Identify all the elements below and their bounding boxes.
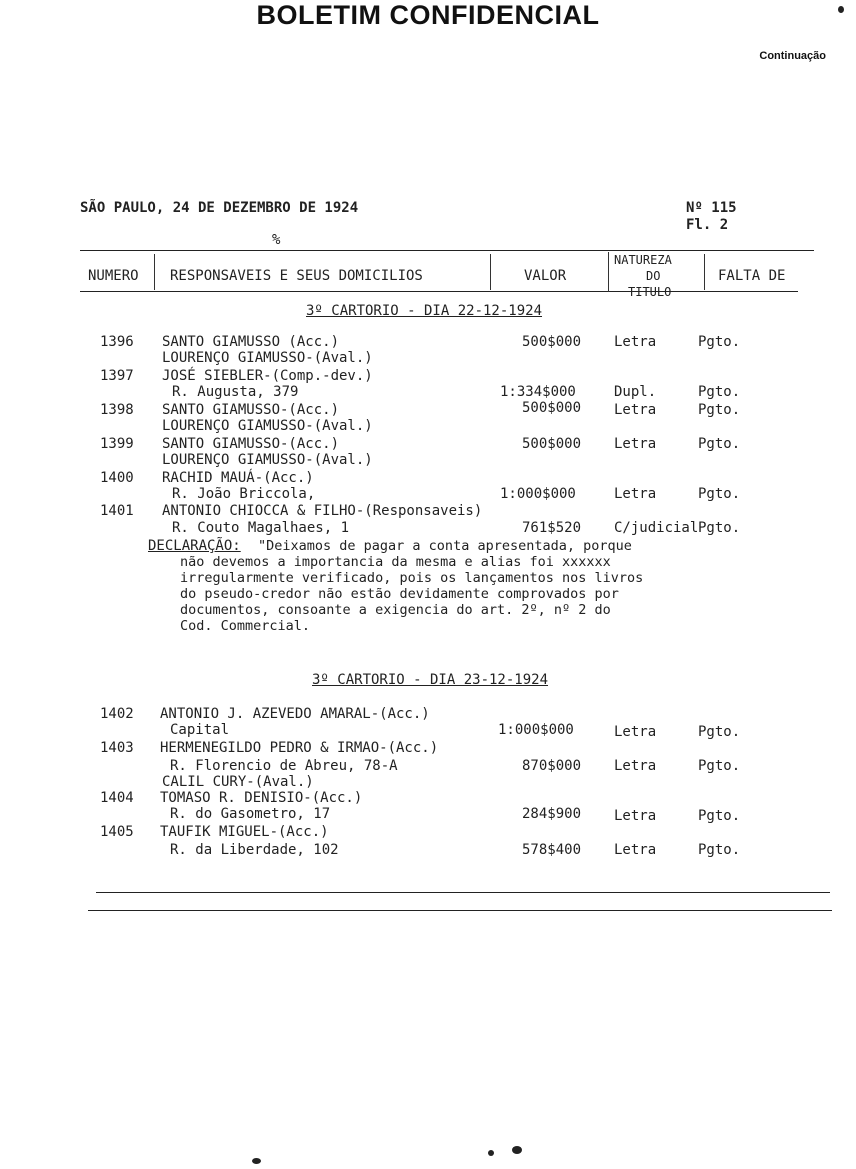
entry-name: RACHID MAUÁ-(Acc.) <box>162 470 314 486</box>
declaration-line: do pseudo-credor não estão devidamente comprovados por <box>180 586 619 602</box>
entry-number: 1396 <box>100 334 134 350</box>
entry-number: 1403 <box>100 740 134 756</box>
entry-nature: Letra <box>614 758 657 774</box>
entry-nature: Letra <box>614 402 657 418</box>
col-header-responsaveis: RESPONSAVEIS E SEUS DOMICILIOS <box>170 268 423 284</box>
entry-lack: Pgto. <box>698 842 741 858</box>
entry-number: 1402 <box>100 706 134 722</box>
col-header-falta: FALTA DE <box>718 268 786 284</box>
percent-mark: % <box>272 232 281 248</box>
declaration-line: "Deixamos de pagar a conta apresentada, porque <box>258 538 632 554</box>
scan-speck <box>488 1150 494 1156</box>
col-divider-3 <box>608 252 609 292</box>
entry-lack: Pgto. <box>698 808 741 824</box>
header-top-rule <box>80 250 814 251</box>
entry-nature: Letra <box>614 486 657 502</box>
entry-number: 1399 <box>100 436 134 452</box>
entry-value: 1:000$000 <box>500 486 576 502</box>
entry-lack: Pgto. <box>698 436 741 452</box>
closing-rule-1 <box>96 892 830 893</box>
entry-address: R. da Liberdade, 102 <box>170 842 339 858</box>
continuation-label: Continuação <box>759 50 826 62</box>
section-heading: 3º CARTORIO - DIA 22-12-1924 <box>306 303 543 319</box>
scan-speck <box>838 6 844 13</box>
col-header-numero: NUMERO <box>88 268 139 284</box>
col-divider-4 <box>704 254 705 290</box>
entry-guarantor: CALIL CURY-(Aval.) <box>162 774 314 790</box>
entry-number: 1405 <box>100 824 134 840</box>
entry-lack: Pgto. <box>698 758 741 774</box>
entry-address: R. Couto Magalhaes, 1 <box>172 520 350 536</box>
entry-address: R. do Gasometro, 17 <box>170 806 331 822</box>
entry-name: JOSÉ SIEBLER-(Comp.-dev.) <box>162 368 373 384</box>
document-title: BOLETIM CONFIDENCIAL <box>256 0 600 30</box>
scan-speck <box>252 1158 261 1164</box>
entry-value: 1:334$000 <box>500 384 576 400</box>
entry-lack: Pgto. <box>698 724 741 740</box>
entry-nature: Letra <box>614 334 657 350</box>
entry-guarantor: LOURENÇO GIAMUSSO-(Aval.) <box>162 452 373 468</box>
scan-speck <box>512 1146 522 1154</box>
entry-nature: Letra <box>614 724 657 740</box>
entry-number: 1398 <box>100 402 134 418</box>
entry-name: SANTO GIAMUSSO-(Acc.) <box>162 402 340 418</box>
entry-name: TAUFIK MIGUEL-(Acc.) <box>160 824 329 840</box>
entry-number: 1397 <box>100 368 134 384</box>
declaration-line: irregularmente verificado, pois os lançamentos nos livros <box>180 570 644 586</box>
bulletin-number: Nº 115 <box>686 200 737 216</box>
entry-address: R. Florencio de Abreu, 78-A <box>170 758 398 774</box>
entry-guarantor: LOURENÇO GIAMUSSO-(Aval.) <box>162 350 373 366</box>
entry-lack: Pgto. <box>698 402 741 418</box>
entry-address: Capital <box>170 722 230 738</box>
entry-lack: Pgto. <box>698 486 741 502</box>
col-header-natureza-3: TITULO <box>628 285 672 299</box>
declaration-label: DECLARAÇÃO: <box>148 538 241 554</box>
entry-number: 1401 <box>100 503 134 519</box>
entry-value: 578$400 <box>522 842 582 858</box>
entry-nature: Dupl. <box>614 384 657 400</box>
entry-name: ANTONIO J. AZEVEDO AMARAL-(Acc.) <box>160 706 430 722</box>
entry-address: R. Augusta, 379 <box>172 384 299 400</box>
location-date: SÃO PAULO, 24 DE DEZEMBRO DE 1924 <box>80 200 359 216</box>
entry-value: 284$900 <box>522 806 582 822</box>
closing-rule-2 <box>88 910 832 911</box>
entry-name: SANTO GIAMUSSO (Acc.) <box>162 334 340 350</box>
entry-lack: Pgto. <box>698 520 741 536</box>
entry-name: HERMENEGILDO PEDRO & IRMAO-(Acc.) <box>160 740 439 756</box>
entry-lack: Pgto. <box>698 384 741 400</box>
entry-name: TOMASO R. DENISIO-(Acc.) <box>160 790 363 806</box>
entry-value: 500$000 <box>522 334 582 350</box>
entry-value: 500$000 <box>522 436 582 452</box>
col-header-natureza-1: NATUREZA <box>614 253 672 267</box>
entry-lack: Pgto. <box>698 334 741 350</box>
entry-nature: Letra <box>614 436 657 452</box>
entry-value: 870$000 <box>522 758 582 774</box>
declaration-line: documentos, consoante a exigencia do art. 2º, nº 2 do <box>180 602 611 618</box>
entry-value: 1:000$000 <box>498 722 574 738</box>
entry-name: SANTO GIAMUSSO-(Acc.) <box>162 436 340 452</box>
entry-value: 761$520 <box>522 520 582 536</box>
entry-guarantor: LOURENÇO GIAMUSSO-(Aval.) <box>162 418 373 434</box>
col-divider-2 <box>490 254 491 290</box>
header-bottom-rule <box>80 291 798 292</box>
entry-nature: Letra <box>614 842 657 858</box>
col-header-valor: VALOR <box>524 268 567 284</box>
declaration-line: não devemos a importancia da mesma e alias foi xxxxxx <box>180 554 611 570</box>
entry-name: ANTONIO CHIOCCA & FILHO-(Responsaveis) <box>162 503 483 519</box>
entry-nature: Letra <box>614 808 657 824</box>
col-divider-1 <box>154 254 155 290</box>
declaration-line: Cod. Commercial. <box>180 618 311 634</box>
entry-number: 1404 <box>100 790 134 806</box>
sheet-number: Fl. 2 <box>686 217 729 233</box>
entry-value: 500$000 <box>522 400 582 416</box>
col-header-natureza-2: DO <box>646 269 661 283</box>
entry-nature: C/judicial <box>614 520 699 536</box>
entry-number: 1400 <box>100 470 134 486</box>
section-heading: 3º CARTORIO - DIA 23-12-1924 <box>312 672 549 688</box>
entry-address: R. João Briccola, <box>172 486 316 502</box>
